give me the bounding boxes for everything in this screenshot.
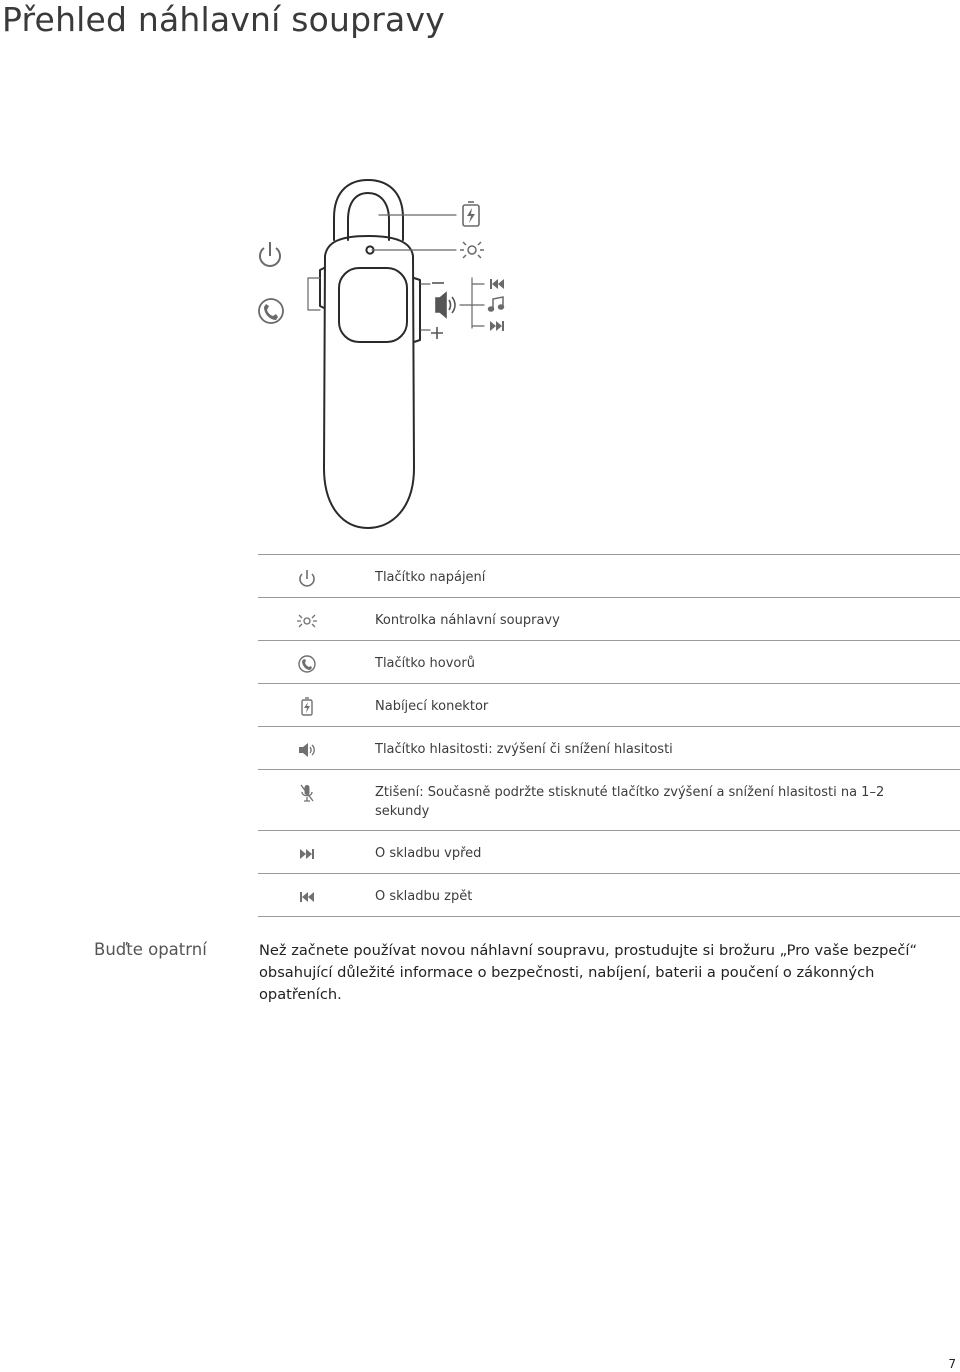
legend-label: O skladbu zpět <box>375 889 473 904</box>
legend-row-skip-forward <box>258 830 960 873</box>
call-icon <box>259 299 283 323</box>
legend-row-power <box>258 554 960 597</box>
legend-row-mute <box>258 769 960 830</box>
legend-row-indicator <box>258 597 960 640</box>
page-title: Přehled náhlavní soupravy <box>2 0 445 39</box>
skip-forward-icon <box>490 321 504 331</box>
skip-back-icon <box>296 886 318 908</box>
music-icon <box>489 297 504 311</box>
headset-diagram <box>250 178 530 538</box>
volume-icon <box>296 739 318 761</box>
call-icon <box>296 653 318 675</box>
indicator-light-icon <box>296 610 318 632</box>
caution-text: Než začnete používat novou náhlavní soupravu, prostudujte si brožuru „Pro vaše bezpečí“ obsahující důležité informace o bezpečnosti, nabíjení, baterii a poučení o zákonných opatřeních. <box>259 942 918 1003</box>
legend-row-volume <box>258 726 960 769</box>
legend-label: Tlačítko hlasitosti: zvýšení či snížení hlasitosti <box>375 742 673 757</box>
caution-heading: Buďte opatrní <box>94 940 207 959</box>
page-number: 7 <box>948 1357 956 1371</box>
legend-table <box>258 554 960 917</box>
legend-row-call <box>258 640 960 683</box>
legend-label: Tlačítko napájení <box>375 570 486 585</box>
power-icon <box>296 567 318 589</box>
skip-forward-icon <box>296 843 318 865</box>
charge-port-icon <box>463 202 479 226</box>
power-icon <box>260 242 280 266</box>
legend-row-skip-back <box>258 873 960 917</box>
legend-row-charge <box>258 683 960 726</box>
legend-label: O skladbu vpřed <box>375 846 482 861</box>
mute-icon <box>296 782 318 804</box>
volume-icon <box>431 283 455 339</box>
skip-back-icon <box>490 279 504 289</box>
legend-label: Nabíjecí konektor <box>375 699 489 714</box>
charge-port-icon <box>296 696 318 718</box>
legend-label: Kontrolka náhlavní soupravy <box>375 613 560 628</box>
legend-label: Ztišení: Současně podržte stisknuté tlačítko zvýšení a snížení hlasitosti na 1–2 sekundy <box>375 785 885 819</box>
indicator-light-icon <box>460 242 484 258</box>
legend-label: Tlačítko hovorů <box>375 656 475 671</box>
